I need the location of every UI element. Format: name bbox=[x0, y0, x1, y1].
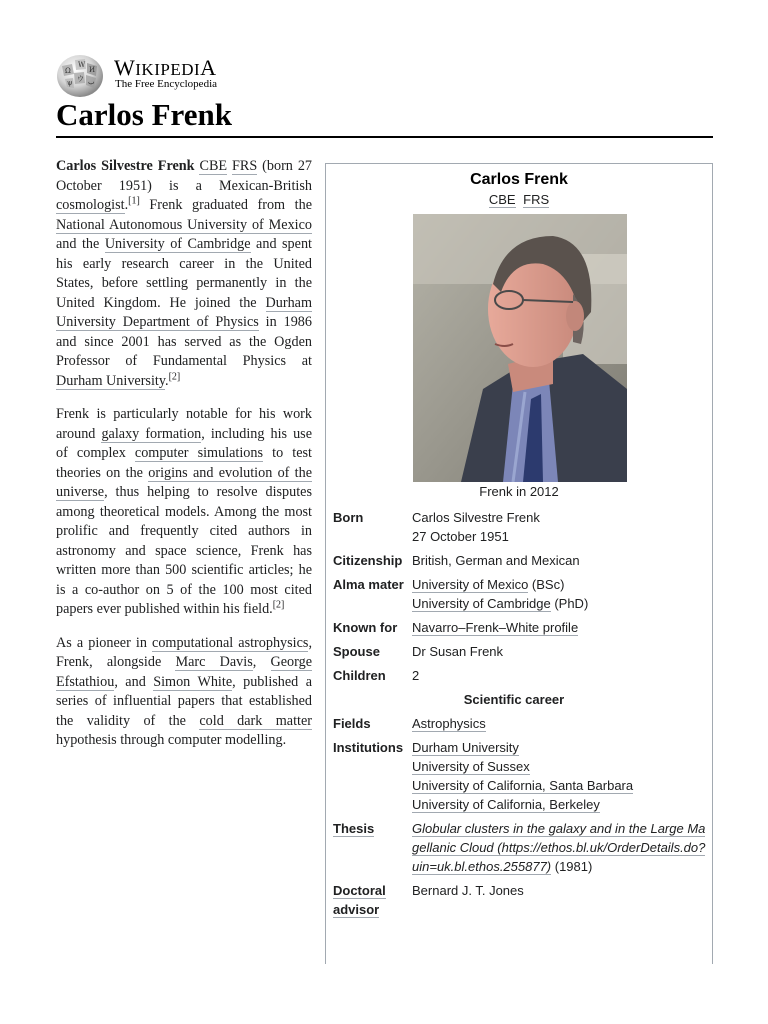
frs-link[interactable]: FRS bbox=[232, 158, 258, 174]
infobox-postnominals bbox=[326, 192, 712, 207]
row-institutions bbox=[333, 735, 709, 816]
row-alma-mater bbox=[333, 572, 709, 615]
thesis-label-link[interactable]: Thesis bbox=[333, 821, 375, 836]
alma-mexico-link[interactable]: University of Mexico bbox=[412, 577, 529, 592]
institution-item bbox=[412, 757, 709, 776]
astrophysics-link[interactable]: Astrophysics bbox=[412, 716, 486, 731]
svg-text:Ω: Ω bbox=[65, 67, 71, 75]
portrait-image bbox=[413, 214, 627, 482]
reference-2b[interactable] bbox=[273, 599, 285, 610]
svg-text:ウ: ウ bbox=[77, 75, 84, 83]
cosmologist-link[interactable]: cosmologist bbox=[56, 197, 125, 213]
row-born bbox=[333, 505, 709, 548]
institution-item bbox=[412, 795, 709, 814]
svg-text:W: W bbox=[78, 61, 86, 69]
text-run: (born 27 October 1951) is a Mexican-British bbox=[56, 158, 313, 194]
text-run: Frenk graduated from the bbox=[139, 197, 312, 213]
text-run: , bbox=[252, 654, 271, 670]
svg-text:ب: ب bbox=[88, 78, 95, 86]
svg-text:И: И bbox=[89, 66, 96, 74]
text-run: . bbox=[165, 372, 169, 389]
born-name: Carlos Silvestre Frenk bbox=[412, 510, 540, 525]
row-career-header bbox=[333, 687, 709, 711]
text-run: hypothesis through computer modelling. bbox=[56, 732, 287, 748]
subject-name: Carlos Silvestre Frenk bbox=[56, 158, 195, 174]
value-fields bbox=[412, 711, 709, 735]
text-run: and the bbox=[56, 236, 105, 252]
reference-1[interactable] bbox=[128, 195, 140, 206]
label-spouse: Spouse bbox=[333, 644, 380, 659]
text-run: , including his use of complex bbox=[56, 425, 313, 461]
infobox-cbe-link[interactable]: CBE bbox=[488, 192, 516, 207]
alma-item bbox=[412, 575, 709, 594]
institution-item bbox=[412, 776, 709, 795]
paragraph-pioneer bbox=[56, 634, 312, 751]
text-run: and spent his early research career in the United States, before settling permanently in the United Kingdom. He joined the bbox=[56, 236, 312, 311]
reference-1-link[interactable]: [1] bbox=[128, 195, 140, 207]
computer-simulations-link[interactable]: computer simulations bbox=[134, 445, 264, 461]
value-thesis bbox=[412, 816, 709, 878]
cbe-link[interactable]: CBE bbox=[199, 158, 228, 174]
lead-paragraph bbox=[56, 157, 312, 391]
wikipedia-wordmark: WIKIPEDIA bbox=[114, 55, 217, 80]
label-institutions: Institutions bbox=[333, 740, 404, 755]
label-thesis bbox=[333, 816, 412, 878]
durham-physics-link[interactable]: Durham University Department of Physics bbox=[56, 294, 312, 330]
photo-caption: Frenk in 2012 bbox=[479, 484, 559, 499]
infobox bbox=[325, 163, 713, 964]
row-spouse bbox=[333, 639, 709, 663]
wikipedia-tagline: The Free Encyclopedia bbox=[115, 78, 218, 90]
george-efstathiou-link[interactable]: George Efstathiou bbox=[56, 654, 312, 690]
row-fields bbox=[333, 711, 709, 735]
row-advisor bbox=[333, 878, 709, 921]
value-known-for bbox=[412, 615, 709, 639]
value-institutions bbox=[412, 735, 709, 816]
institution-item bbox=[412, 738, 709, 757]
doctoral-advisor-link[interactable]: Doctoral advisor bbox=[333, 883, 386, 917]
label-advisor bbox=[333, 878, 412, 921]
alma-item bbox=[412, 594, 709, 613]
reference-2-link[interactable]: [2] bbox=[168, 370, 181, 382]
page-title: Carlos Frenk bbox=[56, 97, 232, 132]
text-run: , thus helping to resolve disputes among theoretical models. Among the most prolific and frequently cited authors in astronomy and space science, Frenk has written more than 500 scientific articles; he is a co-author on 5 of the 100 most cited papers ever published within his field. bbox=[56, 484, 312, 617]
institution-durham-link[interactable]: Durham University bbox=[412, 740, 519, 755]
svg-text:ψ: ψ bbox=[67, 79, 73, 87]
institution-berkeley-link[interactable]: University of California, Berkeley bbox=[412, 797, 600, 812]
text-run: , and bbox=[114, 673, 154, 690]
title-divider bbox=[56, 136, 713, 138]
value-born bbox=[412, 505, 709, 548]
value-citizenship: British, German and Mexican bbox=[412, 553, 580, 568]
label-citizenship: Citizenship bbox=[333, 553, 403, 568]
infobox-title: Carlos Frenk bbox=[470, 171, 568, 188]
unam-link[interactable]: National Autonomous University of Mexico bbox=[56, 216, 312, 233]
origins-universe-link[interactable]: origins and evolution of the universe bbox=[56, 464, 313, 500]
text-run: in 1986 and since 2001 has served as the Ogden Professor of Fundamental Physics at bbox=[56, 314, 312, 369]
simon-white-link[interactable]: Simon White bbox=[153, 673, 233, 690]
durham-university-link[interactable]: Durham University bbox=[56, 372, 166, 389]
value-children: 2 bbox=[412, 668, 420, 683]
value-advisor: Bernard J. T. Jones bbox=[412, 883, 524, 898]
portrait-photo[interactable] bbox=[413, 214, 627, 482]
value-spouse: Dr Susan Frenk bbox=[412, 644, 504, 659]
label-born: Born bbox=[333, 510, 364, 525]
institution-ucsb-link[interactable]: University of California, Santa Barbara bbox=[412, 778, 634, 793]
galaxy-formation-link[interactable]: galaxy formation bbox=[101, 425, 202, 442]
born-date: 27 October 1951 bbox=[412, 529, 509, 544]
wikipedia-logo[interactable] bbox=[56, 53, 256, 98]
thesis-link[interactable]: Globular clusters in the galaxy and in the Large Magellanic Cloud (https://ethos.bl.uk/OrderDetails.do?uin=uk.bl.ethos.255877) bbox=[412, 821, 706, 874]
text-run: As a pioneer in bbox=[56, 634, 153, 651]
text-run: to test theories on the bbox=[56, 445, 312, 481]
row-known-for bbox=[333, 615, 709, 639]
row-citizenship bbox=[333, 548, 709, 572]
article-body bbox=[56, 157, 312, 765]
label-children: Children bbox=[333, 668, 386, 683]
thesis-year: (1981) bbox=[551, 859, 593, 874]
infobox-table bbox=[333, 505, 709, 921]
nfw-profile-link[interactable]: Navarro–Frenk–White profile bbox=[412, 620, 579, 635]
scientific-career-header: Scientific career bbox=[463, 692, 565, 707]
paragraph-research bbox=[56, 405, 312, 620]
label-alma-mater: Alma mater bbox=[333, 577, 404, 592]
reference-2b-link[interactable]: [2] bbox=[272, 599, 285, 611]
cold-dark-matter-link[interactable]: cold dark matter bbox=[199, 712, 312, 729]
value-alma-mater bbox=[412, 572, 709, 615]
marc-davis-link[interactable]: Marc Davis bbox=[175, 654, 253, 670]
text-run: Frenk is particularly notable for his work around bbox=[56, 406, 312, 442]
row-children bbox=[333, 663, 709, 687]
alma-degree: (BSc) bbox=[528, 577, 565, 592]
text-run: , published a series of influential papers that established the validity of the bbox=[56, 673, 312, 729]
label-fields: Fields bbox=[333, 716, 371, 731]
cambridge-link[interactable]: University of Cambridge bbox=[104, 236, 251, 252]
text-run: . bbox=[124, 197, 129, 213]
text-run: , Frenk, alongside bbox=[56, 634, 312, 670]
infobox-frs-link[interactable]: FRS bbox=[523, 192, 550, 207]
globe-icon bbox=[56, 54, 104, 98]
alma-cambridge-link[interactable]: University of Cambridge bbox=[412, 596, 551, 611]
alma-degree: (PhD) bbox=[550, 596, 589, 611]
computational-astrophysics-link[interactable]: computational astrophysics bbox=[152, 634, 309, 651]
institution-sussex-link[interactable]: University of Sussex bbox=[412, 759, 530, 774]
label-known-for: Known for bbox=[333, 620, 398, 635]
row-thesis bbox=[333, 816, 709, 878]
reference-2[interactable] bbox=[169, 371, 181, 382]
